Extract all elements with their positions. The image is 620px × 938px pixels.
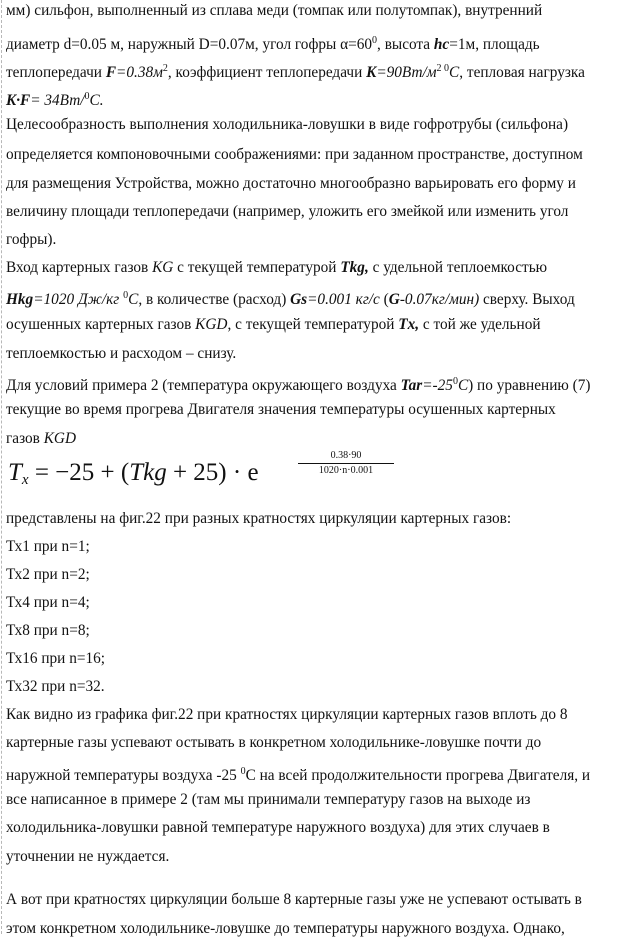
text-line-11 [6, 287, 575, 309]
text-segment: все написанное в примере 2 (там мы принимали температуру газов на выходе из [6, 791, 531, 808]
text-segment: Целесообразность выполнения холодильника-ловушки в виде гофротрубы (сильфона) [6, 116, 569, 133]
text-line-30 [6, 891, 582, 909]
text-segment: с текущей температурой [173, 259, 341, 276]
text-segment: =1020 Дж/кг [33, 291, 124, 308]
text-segment: KGD [195, 316, 228, 333]
text-segment: 0 [452, 376, 458, 387]
text-segment: , в количестве (расход) [138, 291, 291, 308]
text-segment: газов [6, 430, 44, 447]
text-line-28 [6, 819, 550, 837]
text-line-5 [6, 116, 568, 134]
text-line-9 [6, 231, 56, 249]
text-segment: 0 [240, 766, 246, 777]
text-line-27 [6, 791, 530, 809]
text-line-1 [6, 2, 542, 20]
text-segment: ) по уравнению (7) [468, 377, 591, 394]
text-segment: , коэффициент теплопередачи [167, 64, 367, 81]
text-segment: Тх8 при n=8; [6, 622, 90, 639]
formula-lhs-subscript: x [21, 472, 29, 488]
text-segment: ( [379, 291, 389, 308]
formula-main [8, 458, 259, 495]
text-segment: 2 0 [436, 63, 450, 74]
text-line-13 [6, 345, 236, 363]
text-line-17 [6, 510, 511, 528]
text-segment: =0.38м [116, 64, 163, 81]
exponent-numerator: 0.38·90 [298, 450, 394, 464]
text-line-29 [6, 848, 169, 866]
text-segment: определяется компоновочными соображениями: при заданном пространстве, доступном [6, 146, 583, 163]
scan-margin-line [1, 0, 2, 934]
text-segment: Gs [290, 291, 308, 308]
text-segment: Для условий примера 2 (температура окружающего воздуха [6, 377, 401, 394]
text-line-31 [6, 920, 565, 938]
text-segment: Тх1 при n=1; [6, 538, 90, 555]
text-line-8 [6, 203, 568, 221]
text-segment: -0.07кг/мин) [399, 291, 480, 308]
text-line-23 [6, 678, 105, 696]
text-segment: наружной температуры воздуха -25 [6, 767, 241, 784]
text-segment: F [105, 64, 117, 81]
text-segment: =1м, площадь [449, 36, 540, 53]
text-segment: Hkg [6, 291, 34, 308]
text-segment: 2 [162, 63, 168, 74]
exponent-denominator: 1020·n·0.001 [318, 465, 374, 476]
text-segment: Как видно из графика фиг.22 при кратностях циркуляции картерных газов вплоть до 8 [6, 706, 568, 723]
text-segment: = 34Вт/ [30, 92, 85, 109]
text-line-14 [6, 373, 590, 395]
text-line-20 [6, 594, 90, 612]
text-segment: hc [433, 36, 450, 53]
temperature-formula [8, 450, 428, 500]
text-segment: =-25 [422, 377, 453, 394]
text-segment: Тх4 при n=4; [6, 594, 90, 611]
text-segment: KGD [43, 430, 77, 447]
text-segment: 0 [372, 35, 378, 46]
text-line-7 [6, 175, 576, 193]
text-line-4 [6, 88, 104, 110]
text-segment: этом конкретном холодильнике-ловушке до температуры наружного воздуха. Однако, [6, 920, 565, 937]
text-line-10 [6, 259, 547, 277]
text-segment: А вот при кратностях циркуляции больше 8 картерные газы уже не успевают остывать в [6, 891, 582, 908]
formula-lhs: T [8, 459, 22, 486]
text-line-2 [6, 32, 540, 54]
text-segment: Тх16 при n=16; [6, 650, 106, 667]
text-segment: холодильника-ловушки равной температуре наружного воздуха) для этих случаев в [6, 819, 550, 836]
text-segment: G [388, 291, 400, 308]
text-segment: K·F [6, 92, 31, 109]
text-segment: гофры). [6, 231, 57, 248]
text-segment: Tar [400, 377, 423, 394]
text-segment: Tkg, [340, 259, 369, 276]
text-line-12 [6, 316, 541, 334]
text-segment: С на всей продолжительности прогрева Двигателя, и [245, 767, 591, 784]
text-segment: , высота [377, 36, 434, 53]
text-segment: сверху. Выход [479, 291, 575, 308]
text-line-25 [6, 734, 541, 752]
text-segment: Тх32 при n=32. [6, 678, 105, 695]
text-segment: мм) сильфон, выполненный из сплава меди (томпак или полутомпак), внутренний [6, 2, 543, 19]
text-segment: картерные газы успевают остывать в конкретном холодильнике-ловушке почти до [6, 734, 542, 751]
text-segment: с той же удельной [419, 316, 541, 333]
text-line-16 [6, 430, 76, 448]
text-segment: Tx, [398, 316, 420, 333]
formula-rhs-end: + 25) · e [166, 459, 259, 486]
text-segment: с удельной теплоемкостью [368, 259, 548, 276]
text-segment: величину площади теплопередачи (например, уложить его змейкой или изменить угол [6, 203, 569, 220]
text-segment: =90Вт/м [376, 64, 437, 81]
text-line-6 [6, 146, 583, 164]
text-line-15 [6, 401, 556, 419]
text-line-26 [6, 763, 590, 785]
text-segment: 0 [123, 290, 129, 301]
text-segment: для размещения Устройства, можно достаточно многообразно варьировать его форму и [6, 175, 576, 192]
text-segment: теплоемкостью и расходом – снизу. [6, 345, 237, 362]
text-segment: , тепловая нагрузка [459, 64, 585, 81]
formula-rhs-start: = −25 + ( [28, 459, 130, 486]
text-segment: уточнении не нуждается. [6, 848, 170, 865]
text-segment: Вход картерных газов [6, 259, 153, 276]
text-segment: диаметр d=0.05 м, наружный D=0.07м, угол гофры α=60 [6, 36, 373, 53]
text-line-3 [6, 60, 585, 82]
text-line-24 [6, 706, 568, 724]
text-line-18 [6, 538, 90, 556]
text-segment: С [449, 64, 460, 81]
text-segment: теплопередачи [6, 64, 106, 81]
text-segment: K [366, 64, 377, 81]
text-line-21 [6, 622, 90, 640]
text-segment: Тх2 при n=2; [6, 566, 90, 583]
text-line-22 [6, 650, 105, 668]
text-segment: 0 [84, 91, 90, 102]
text-segment: С [128, 291, 139, 308]
text-segment: осушенных картерных газов [6, 316, 196, 333]
formula-exponent [298, 450, 394, 477]
text-segment: С. [89, 92, 104, 109]
text-segment: С [457, 377, 469, 394]
text-segment: KG [152, 259, 174, 276]
formula-variable: Tkg [129, 459, 167, 486]
text-line-19 [6, 566, 90, 584]
text-segment: =0.001 кг/с [307, 291, 380, 308]
text-segment: текущие во время прогрева Двигателя значения температуры осушенных картерных [6, 401, 556, 418]
text-segment: представлены на фиг.22 при разных кратностях циркуляции картерных газов: [6, 510, 512, 527]
text-segment: , с текущей температурой [227, 316, 399, 333]
